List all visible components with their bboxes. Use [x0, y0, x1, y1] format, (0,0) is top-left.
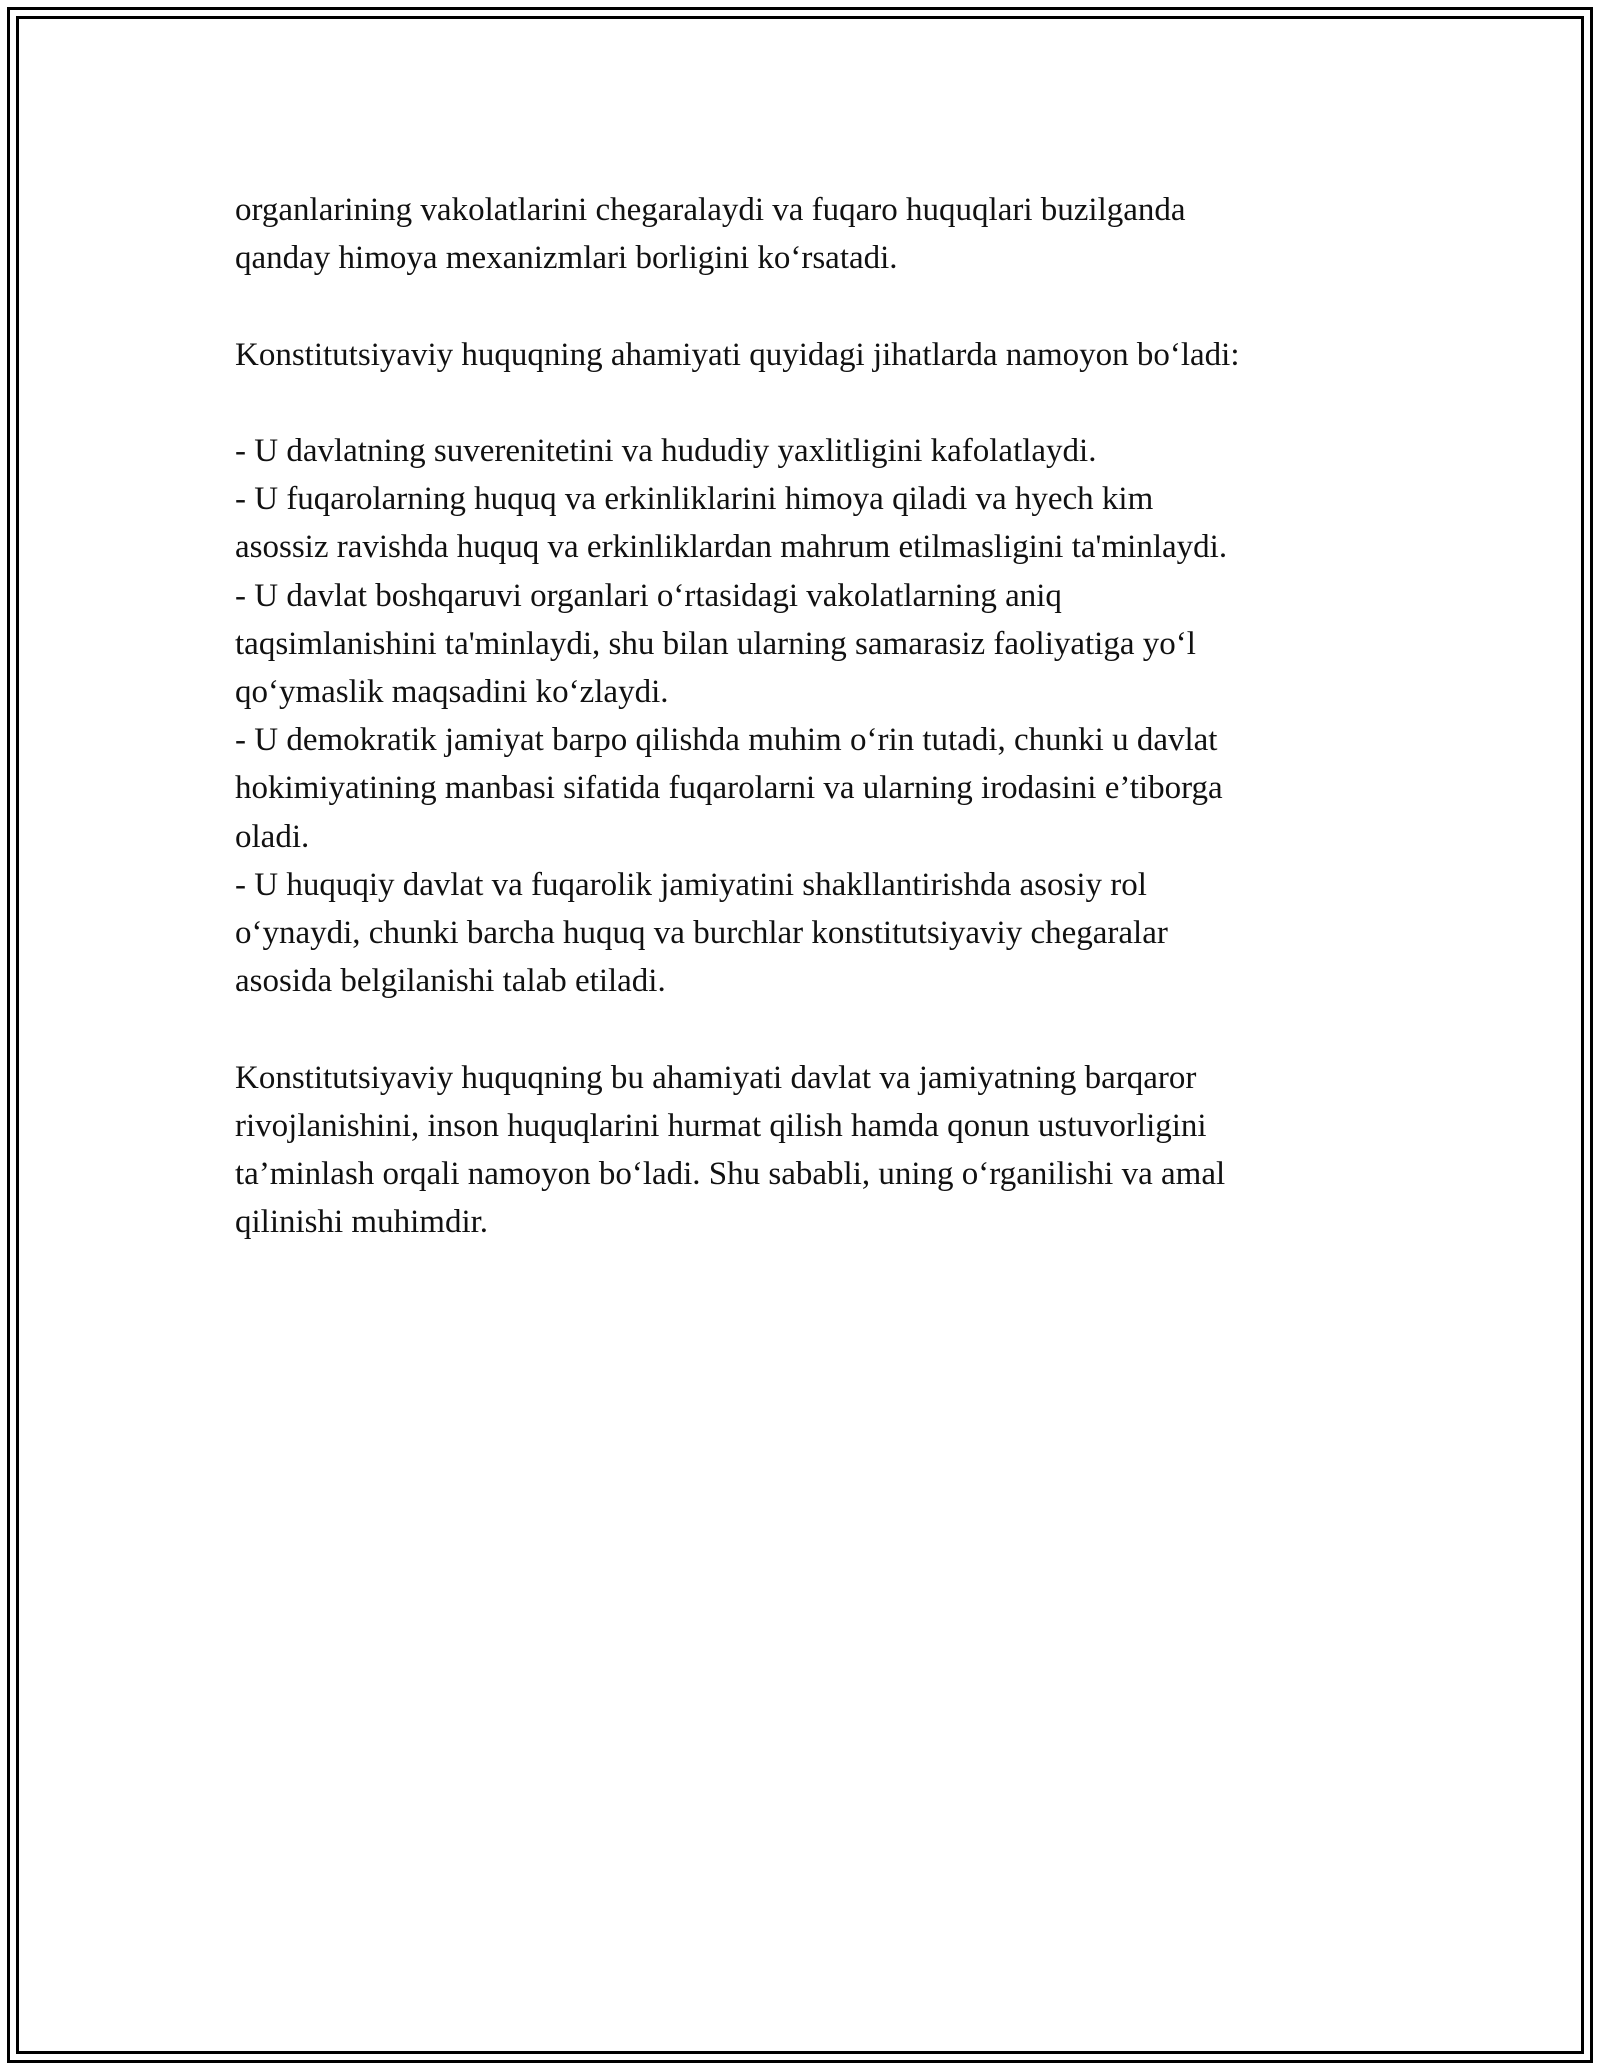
text-line: organlarining vakolatlarini chegaralaydi va fuqaro huquqlari buzilganda — [235, 192, 1186, 228]
list-item — [235, 716, 1375, 861]
text-line: rivojlanishini, inson huquqlarini hurmat qilish hamda qonun ustuvorligini — [235, 1107, 1207, 1144]
text-line: - U fuqarolarning huquq va erkinliklarini himoya qiladi va hyech kim — [235, 481, 1154, 518]
text-line: - U huquqiy davlat va fuqarolik jamiyatini shakllantirishda asosiy rol — [235, 866, 1147, 903]
text-line: asosida belgilanishi talab etiladi. — [235, 963, 666, 1000]
text-line: ta’minlash orqali namoyon bo‘ladi. Shu sababli, uning o‘rganilishi va amal — [235, 1156, 1226, 1193]
section-heading: Konstitutsiyaviy huquqning ahamiyati quyidagi jihatlarda namoyon bo‘ladi: — [235, 336, 1240, 373]
text-line: qilinishi muhimdir. — [235, 1204, 489, 1241]
bullet-list — [235, 427, 1375, 1005]
paragraph-gap — [235, 1005, 1375, 1053]
list-item — [235, 861, 1375, 1006]
text-line: o‘ynaydi, chunki barcha huquq va burchlar konstitutsiyaviy chegaralar — [235, 915, 1168, 952]
text-line: taqsimlanishini ta'minlaydi, shu bilan ularning samarasiz faoliyatiga yo‘l — [235, 625, 1196, 662]
text-line: qanday himoya mexanizmlari borligini ko‘rsatadi. — [235, 240, 898, 277]
text-line: asossiz ravishda huquq va erkinliklardan mahrum etilmasligini ta'minlaydi. — [235, 529, 1228, 566]
text-line: - U davlat boshqaruvi organlari o‘rtasidagi vakolatlarning aniq — [235, 577, 1062, 614]
paragraph-gap — [235, 282, 1375, 330]
text-line: - U davlatning suverenitetini va hududiy yaxlitligini kafolatlaydi. — [235, 432, 1097, 469]
text-line: Konstitutsiyaviy huquqning bu ahamiyati davlat va jamiyatning barqaror — [235, 1059, 1197, 1096]
text-line: - U demokratik jamiyat barpo qilishda muhim o‘rin tutadi, chunki u davlat — [235, 722, 1218, 759]
document-body — [235, 186, 1375, 1246]
conclusion-paragraph — [235, 1054, 1375, 1247]
paragraph-gap — [235, 379, 1375, 427]
list-item — [235, 427, 1375, 475]
text-line: qo‘ymaslik maqsadini ko‘zlaydi. — [235, 674, 669, 710]
text-line: hokimiyatining manbasi sifatida fuqarolarni va ularning irodasini e’tiborga — [235, 770, 1223, 807]
intro-paragraph — [235, 186, 1375, 282]
list-item — [235, 572, 1375, 717]
list-item — [235, 475, 1375, 571]
text-line: oladi. — [235, 818, 310, 855]
